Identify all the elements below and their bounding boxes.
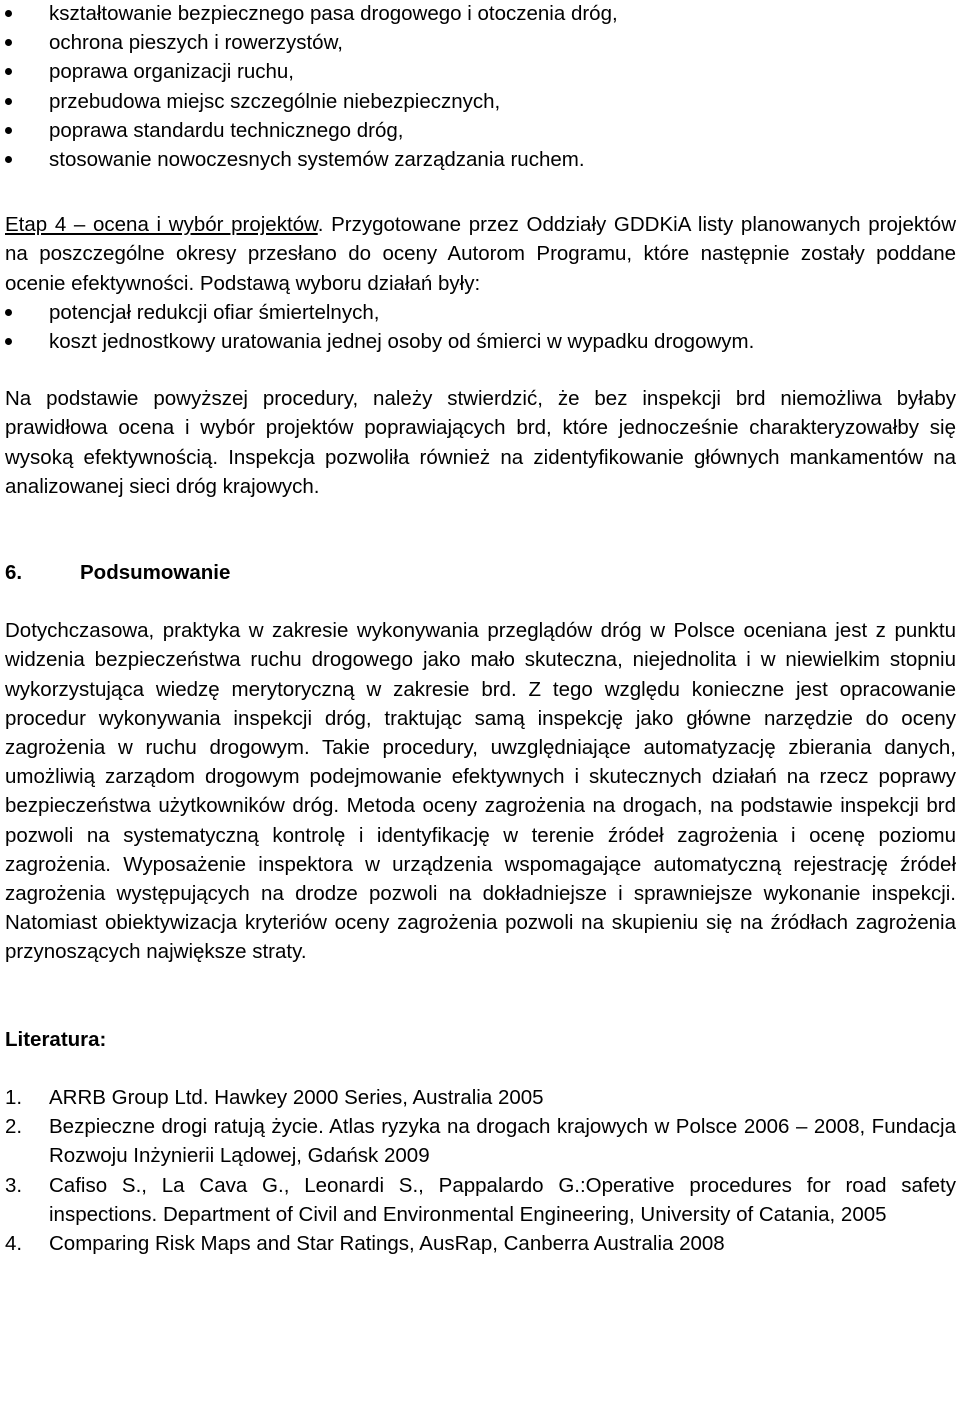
list-item: kształtowanie bezpiecznego pasa drogowego i otoczenia dróg, xyxy=(5,0,956,28)
list-item: stosowanie nowoczesnych systemów zarządzania ruchem. xyxy=(5,145,956,174)
section-number: 6. xyxy=(5,561,23,585)
bullet-icon xyxy=(5,156,12,163)
bullet-icon xyxy=(5,338,12,345)
list-item: poprawa standardu technicznego dróg, xyxy=(5,116,956,145)
bullet-icon xyxy=(5,309,12,316)
bullet-icon xyxy=(5,68,12,75)
list-item: 4. Comparing Risk Maps and Star Ratings, AusRap, Canberra Australia 2008 xyxy=(5,1231,725,1255)
literature-list xyxy=(5,1083,956,1258)
bullet-icon xyxy=(5,98,12,105)
section-heading xyxy=(5,558,956,587)
document-page xyxy=(5,0,956,1258)
etap4-title: Etap 4 – ocena i wybór projektów xyxy=(5,213,318,237)
bullet-list-criteria xyxy=(5,298,956,356)
summary-paragraph: Dotychczasowa, praktyka w zakresie wykonywania przeglądów dróg w Polsce oceniana jest z punktu widzenia bezpieczeństwa ruchu drogowego jako mało skuteczna, niejednolita i w niewielkim stopniu wykorzystująca wiedzę merytoryczną w zakresie brd. Z tego względu konieczne jest opracowanie procedur wykonywania inspekcji dróg, traktując samą inspekcję jako główne narzędzie do oceny zagrożenia w ruchu drogowym. Takie procedury, uwzględniające automatyzację zbierania danych, umożliwią zarządom drogowym podejmowanie efektywnych i skutecznych działań na rzecz poprawy bezpieczeństwa użytkowników dróg. Metoda oceny zagrożenia na drogach, na podstawie inspekcji brd pozwoli na systematyczną kontrolę i identyfikację w terenie źródeł zagrożenia i ocenę poziomu zagrożenia. Wyposażenie inspektora w urządzenia wspomagające automatyczną rejestrację źródeł zagrożenia występujących na drodze pozwoli na dokładniejsze i sprawniejsze wykonanie inspekcji. Natomiast obiektywizacja kryteriów oceny zagrożenia pozwoli na skupieniu się na źródłach zagrożenia przynoszących największe straty. xyxy=(5,619,956,964)
bullet-list-measures xyxy=(5,0,956,174)
list-item: potencjał redukcji ofiar śmiertelnych, xyxy=(5,298,956,327)
conclusion-paragraph: Na podstawie powyższej procedury, należy stwierdzić, że bez inspekcji brd niemożliwa byłaby prawidłowa ocena i wybór projektów poprawiających brd, które jednocześnie charakteryzowałby się wysoką efektywnością. Inspekcja pozwoliła również na zidentyfikowanie głównych mankamentów na analizowanej sieci dróg krajowych. xyxy=(5,387,956,498)
literature-heading: Literatura: xyxy=(5,1027,107,1051)
list-item: przebudowa miejsc szczególnie niebezpiecznych, xyxy=(5,87,956,116)
list-item: koszt jednostkowy uratowania jednej osoby od śmierci w wypadku drogowym. xyxy=(5,327,956,356)
bullet-icon xyxy=(5,39,12,46)
etap4-paragraph: Etap 4 – ocena i wybór projektów. Przygotowane przez Oddziały GDDKiA listy planowanych projektów na poszczególne okresy przesłano do oceny Autorom Programu, które następnie zostały poddane ocenie efektywności. Podstawą wyboru działań były: xyxy=(5,213,956,295)
list-item: poprawa organizacji ruchu, xyxy=(5,57,956,86)
list-item: 2. Bezpieczne drogi ratują życie. Atlas ryzyka na drogach krajowych w Polsce 2006 – 2008, Fundacja Rozwoju Inżynierii Lądowej, Gdańsk 2009 xyxy=(5,1115,956,1168)
list-item: ochrona pieszych i rowerzystów, xyxy=(5,28,956,57)
bullet-icon xyxy=(5,127,12,134)
list-item: 1. ARRB Group Ltd. Hawkey 2000 Series, Australia 2005 xyxy=(5,1085,544,1109)
section-title: Podsumowanie xyxy=(80,561,231,585)
bullet-icon xyxy=(5,10,12,17)
list-item: 3. Cafiso S., La Cava G., Leonardi S., Pappalardo G.:Operative procedures for road safety inspections. Department of Civil and Environmental Engineering, University of Catania, 2005 xyxy=(5,1173,956,1226)
